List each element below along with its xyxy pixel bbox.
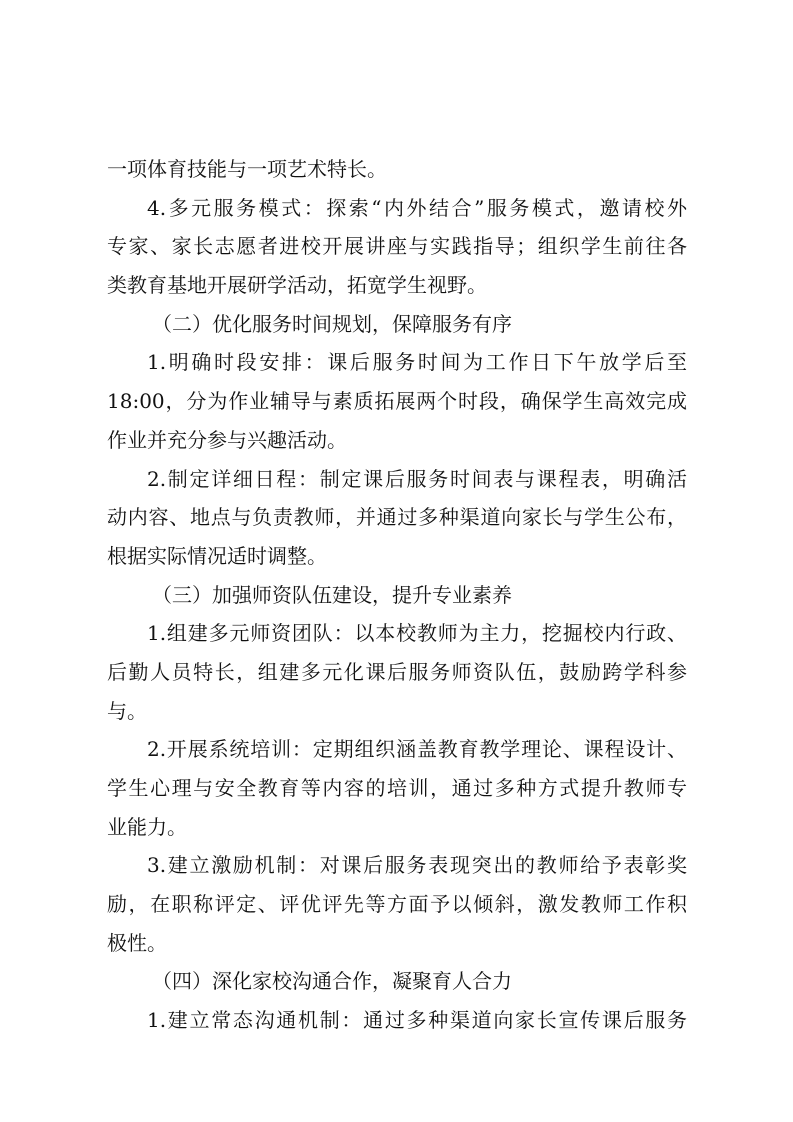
text-line: 动内容、地点与负责教师，并通过多种渠道向家长与学生公布，	[107, 505, 687, 530]
text-line: 极性。	[107, 930, 167, 955]
text-line: 2.开展系统培训：定期组织涵盖教育教学理论、课程设计、	[147, 737, 687, 762]
text-line: 与。	[107, 698, 147, 723]
text-line: 类教育基地开展研学活动，拓宽学生视野。	[107, 273, 487, 298]
text-line: 业能力。	[107, 814, 187, 839]
text-line: 4.多元服务模式：探索“内外结合”服务模式，邀请校外	[147, 195, 687, 220]
section-heading: （二）优化服务时间规划，保障服务有序	[152, 311, 512, 336]
text-line: 学生心理与安全教育等内容的培训，通过多种方式提升教师专	[107, 776, 687, 800]
document-body	[107, 150, 687, 1040]
section-heading: （三）加强师资队伍建设，提升专业素养	[152, 582, 512, 607]
text-line: 一项体育技能与一项艺术特长。	[107, 157, 387, 181]
text-line: 根据实际情况适时调整。	[107, 543, 327, 568]
text-line: 专家、家长志愿者进校开展讲座与实践指导；组织学生前往各	[107, 234, 687, 259]
text-line: 励，在职称评定、评优评先等方面予以倾斜，激发教师工作积	[107, 892, 687, 917]
text-line: 1.建立常态沟通机制：通过多种渠道向家长宣传课后服务	[147, 1008, 687, 1033]
text-line: 后勤人员特长，组建多元化课后服务师资队伍，鼓励跨学科参	[107, 659, 687, 684]
section-heading: （四）深化家校沟通合作，凝聚育人合力	[152, 969, 512, 994]
text-line: 1.组建多元师资团队：以本校教师为主力，挖掘校内行政、	[147, 621, 687, 646]
text-line: 1.明确时段安排：课后服务时间为工作日下午放学后至	[147, 350, 687, 375]
text-line: 2.制定详细日程：制定课后服务时间表与课程表，明确活	[147, 466, 687, 491]
text-line: 18:00，分为作业辅导与素质拓展两个时段，确保学生高效完成	[107, 389, 687, 414]
text-line: 作业并充分参与兴趣活动。	[107, 427, 347, 452]
text-line: 3.建立激励机制：对课后服务表现突出的教师给予表彰奖	[147, 853, 687, 878]
